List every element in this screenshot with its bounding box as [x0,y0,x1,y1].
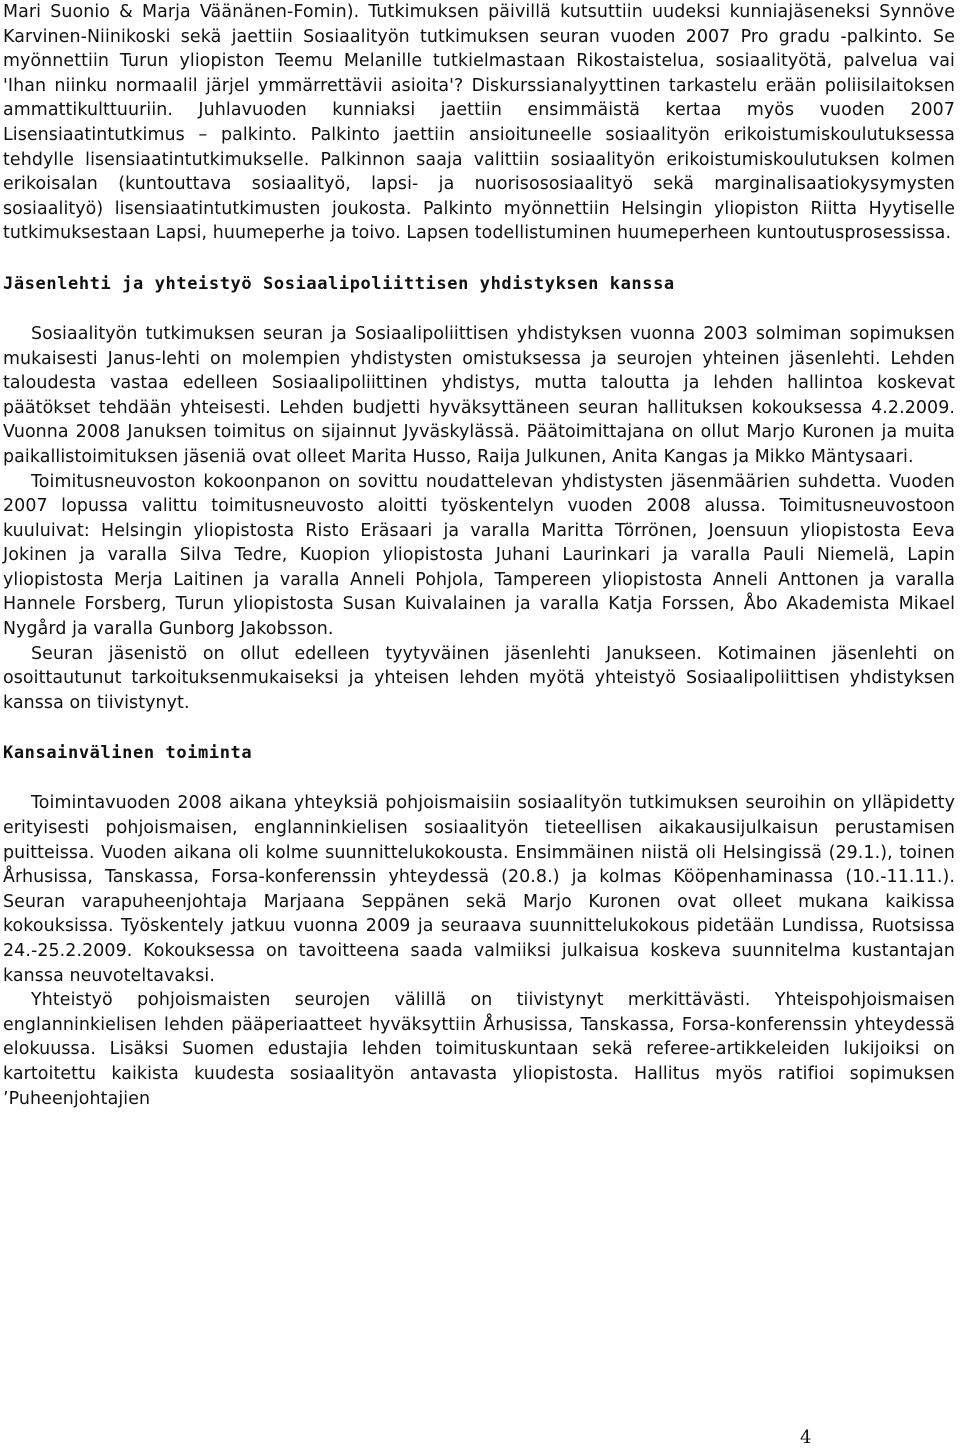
journal-paragraph-3: Seuran jäsenistö on ollut edelleen tyytyväinen jäsenlehti Janukseen. Kotimainen jäsenlehti on osoittautunut tarkoituksenmukaiseksi ja yhteisen lehden myötä yhteistyö Sosiaalipoliittisen yhdistyksen kanssa on tiivistynyt. [3,643,955,713]
journal-paragraph-1: Sosiaalityön tutkimuksen seuran ja Sosiaalipoliittisen yhdistyksen vuonna 2003 solmiman sopimuksen mukaisesti Janus-lehti on molempien yhdistysten omistuksessa ja seurojen yhteinen jäsenlehti. Lehden taloudesta vastaa edelleen Sosiaalipoliittinen yhdistys, mutta taloutta ja lehden hallintoa koskevat päätökset tehdään yhteisesti. Lehden budjetti hyväksyttäneen seuran hallituksen kokouksessa 4.2.2009. Vuonna 2008 Januksen toimitus on sijainnut Jyväskylässä. Päätoimittajana on ollut Marjo Kuronen ja muita paikallistoimituksen jäseniä ovat olleet Marita Husso, Raija Julkunen, Anita Kangas ja Mikko Mäntysaari. [3,323,955,467]
journal-paragraph-2: Toimitusneuvoston kokoonpanon on sovittu noudattelevan yhdistysten jäsenmäärien suhdetta. Vuoden 2007 lopussa valittu toimitusneuvosto aloitti työskentelyn vuoden 2008 alussa. Toimitusneuvostoon kuuluivat: Helsingin yliopistosta Risto Eräsaari ja varalla Maritta Törrönen, Joensuun yliopistosta Eeva Jokinen ja varalla Silva Tedre, Kuopion yliopistosta Juhani Laurinkari ja varalla Pauli Niemelä, Lapin yliopistosta Merja Laitinen ja varalla Anneli Pohjola, Tampereen yliopistosta Anneli Anttonen ja varalla Hannele Forsberg, Turun yliopistosta Susan Kuivalainen ja varalla Katja Forssen, Åbo Akademista Mikael Nygård ja varalla Gunborg Jakobsson. [3,471,955,640]
document-page [3,0,955,1111]
international-paragraph-2: Yhteistyö pohjoismaisten seurojen välillä on tiivistynyt merkittävästi. Yhteispohjoismaisen englanninkielisen lehden pääperiaatteet hyväksyttiin Århusissa, Tanskassa, Forsa-konferenssin yhteydessä elokuussa. Lisäksi Suomen edustajia lehden toimituskuntaan sekä referee-artikkeleiden lukijoiksi on kartoitettu kaikista kuudesta sosiaalityön antavasta yliopistosta. Hallitus myös ratifioi sopimuksen ’Puheenjohtajien [3,990,955,1109]
page-number: 4 [800,1427,812,1448]
intro-paragraph: Mari Suonio & Marja Väänänen-Fomin). Tutkimuksen päivillä kutsuttiin uudeksi kunniajäseneksi Synnöve Karvinen-Niinikoski sekä jaettiin Sosiaalityön tutkimuksen seuran vuoden 2007 Pro gradu -palkinto. Se myönnettiin Turun yliopiston Teemu Melanille tutkielmastaan Rikostaistelua, sosiaalityötä, palvelua vai 'Ihan niinku normaalil järjel ymmärrettävii asioita'? Diskurssianalyyttinen tarkastelu erään poliisilaitoksen ammattikulttuuriin. Juhlavuoden kunniaksi jaettiin ensimmäistä kertaa myös vuoden 2007 Lisensiaatintutkimus – palkinto. Palkinto jaettiin ansioituneelle sosiaalityön erikoistumiskoulutuksessa tehdylle lisensiaatintutkimukselle. Palkinnon saaja valittiin sosiaalityön erikoistumiskoulutuksen kolmen erikoisalan (kuntouttava sosiaalityö, lapsi- ja nuorisososiaalityö sekä marginalisaatiokysymysten sosiaalityö) lisensiaatintutkimusten joukosta. Palkinto myönnettiin Helsingin yliopiston Riitta Hyytiselle tutkimuksestaan Lapsi, huumeperhe ja toivo. Lapsen todellistuminen huumeperheen kuntoutusprosessissa. [3,2,955,244]
section-heading-international: Kansainvälinen toiminta [3,743,253,764]
international-paragraph-1: Toimintavuoden 2008 aikana yhteyksiä pohjoismaisiin sosiaalityön tutkimuksen seuroihin on ylläpidetty erityisesti pohjoismaisen, englanninkielisen sosiaalityön tieteellisen aikakausijulkaisun perustamisen puitteissa. Vuoden aikana oli kolme suunnittelukokousta. Ensimmäinen niistä oli Helsingissä (29.1.), toinen Århusissa, Tanskassa, Forsa-konferenssin yhteydessä (20.8.) ja kolmas Kööpenhaminassa (10.-11.11.). Seuran varapuheenjohtaja Marjaana Seppänen sekä Marjo Kuronen ovat olleet mukana kaikissa kokouksissa. Työskentely jatkuu vuonna 2009 ja seuraava suunnittelukokous pidetään Lundissa, Ruotsissa 24.-25.2.2009. Kokouksessa on tavoitteena saada valmiiksi julkaisua koskeva suunnitelma kustantajan kanssa neuvoteltavaksi. [3,793,955,986]
section-heading-journal: Jäsenlehti ja yhteistyö Sosiaalipoliittisen yhdistyksen kanssa [3,273,675,294]
